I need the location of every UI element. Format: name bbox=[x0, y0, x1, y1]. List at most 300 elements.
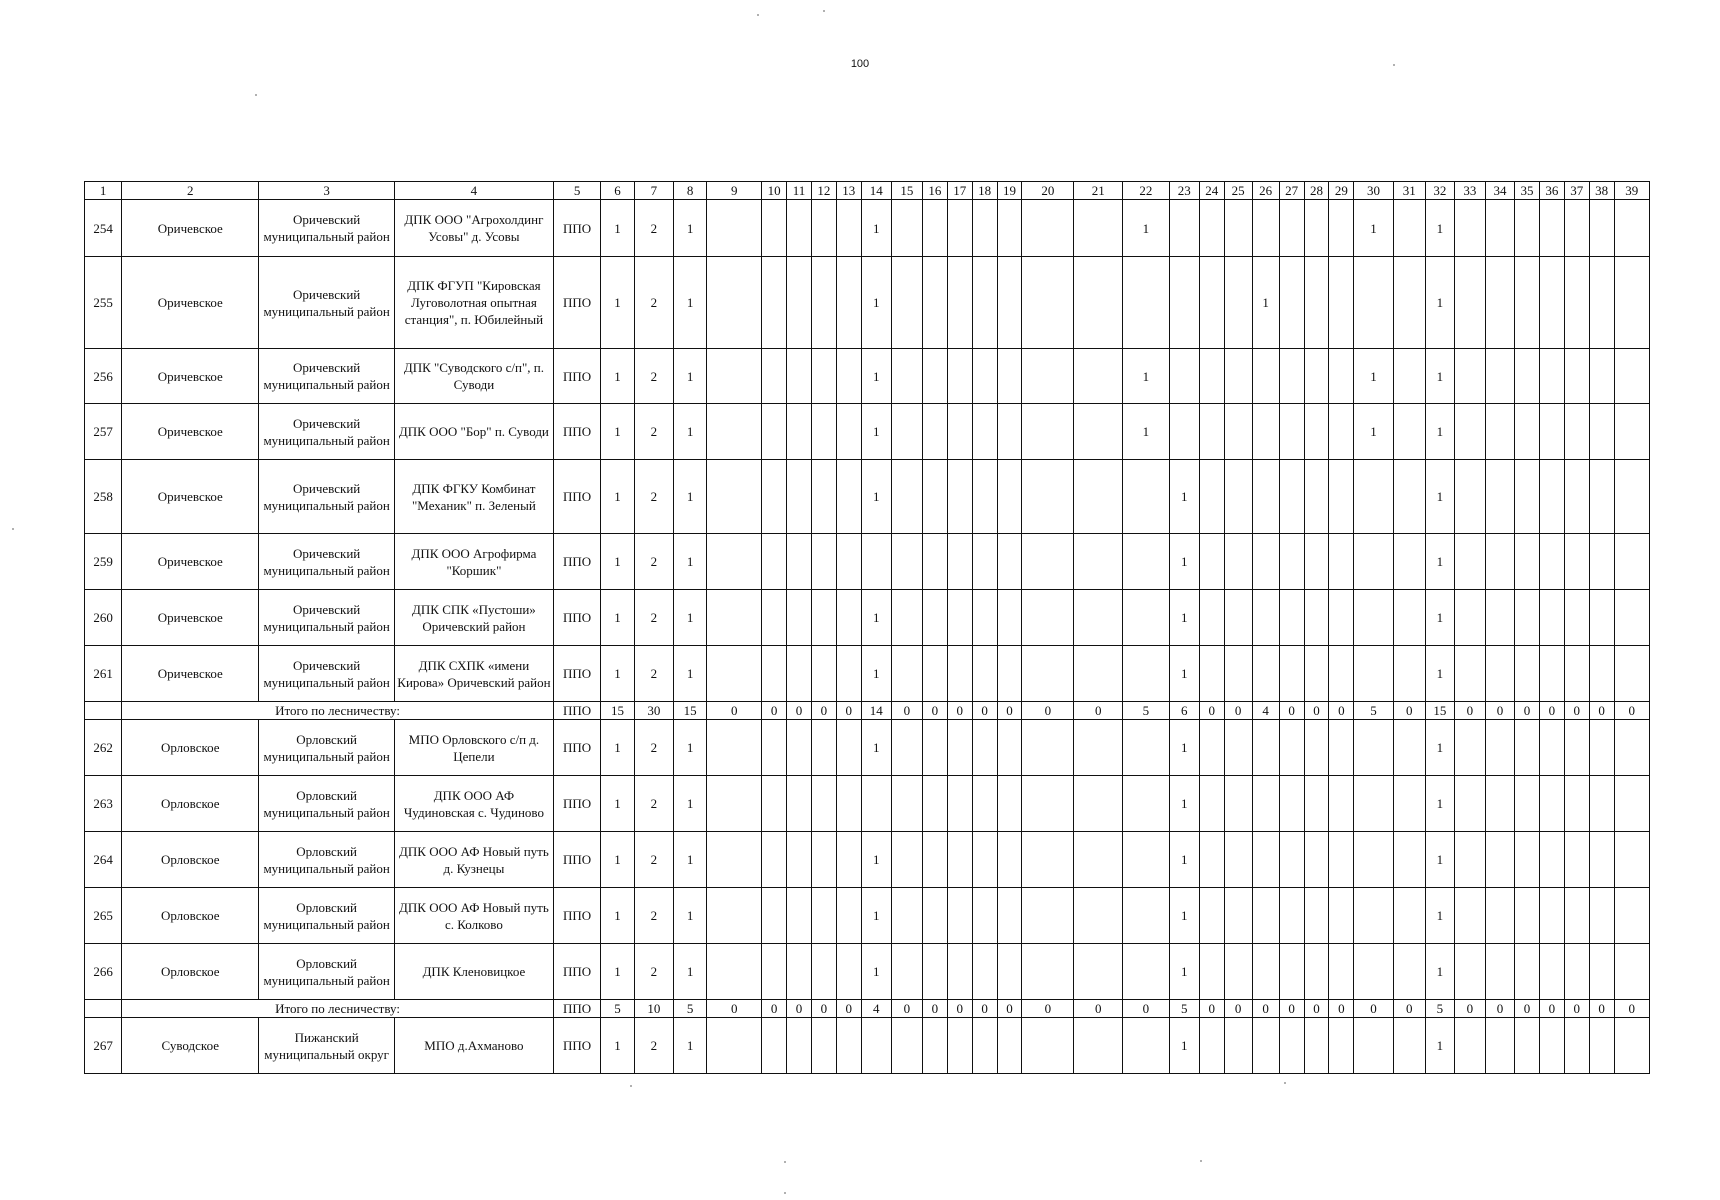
value-cell-col-26 bbox=[1252, 534, 1279, 590]
value-cell-col-38 bbox=[1589, 1018, 1614, 1074]
value-cell-col-23: 1 bbox=[1169, 888, 1199, 944]
value-cell-col-27 bbox=[1279, 1018, 1304, 1074]
value-cell-col-36 bbox=[1539, 404, 1564, 460]
value-cell-col-8: 1 bbox=[674, 646, 707, 702]
district-cell: Орловский муниципальный район bbox=[259, 776, 395, 832]
forestry-total-row bbox=[85, 702, 1650, 720]
total-value-cell: 0 bbox=[1354, 1000, 1393, 1018]
value-cell-col-10 bbox=[762, 534, 787, 590]
column-number-header: 14 bbox=[861, 182, 891, 200]
value-cell-col-24 bbox=[1199, 460, 1224, 534]
value-cell-col-38 bbox=[1589, 888, 1614, 944]
value-cell-col-18 bbox=[972, 404, 997, 460]
total-value-cell: 0 bbox=[1252, 1000, 1279, 1018]
total-value-cell: 4 bbox=[1252, 702, 1279, 720]
total-value-cell: 0 bbox=[922, 702, 947, 720]
value-cell-col-14: 1 bbox=[861, 404, 891, 460]
value-cell-col-21 bbox=[1074, 832, 1123, 888]
value-cell-col-6: 1 bbox=[601, 944, 634, 1000]
value-cell-col-11 bbox=[787, 944, 812, 1000]
value-cell-col-24 bbox=[1199, 1018, 1224, 1074]
unit-type-cell: ППО bbox=[553, 646, 601, 702]
value-cell-col-19 bbox=[997, 1018, 1022, 1074]
value-cell-col-28 bbox=[1304, 534, 1329, 590]
value-cell-col-12 bbox=[811, 349, 836, 404]
value-cell-col-18 bbox=[972, 590, 997, 646]
value-cell-col-12 bbox=[811, 720, 836, 776]
total-value-cell: 0 bbox=[1074, 702, 1123, 720]
value-cell-col-14: 1 bbox=[861, 257, 891, 349]
value-cell-col-15 bbox=[891, 832, 922, 888]
total-spacer-cell bbox=[85, 702, 122, 720]
row-number-cell: 266 bbox=[85, 944, 122, 1000]
value-cell-col-30 bbox=[1354, 257, 1393, 349]
column-number-header: 27 bbox=[1279, 182, 1304, 200]
value-cell-col-17 bbox=[947, 720, 972, 776]
column-number-header: 34 bbox=[1485, 182, 1514, 200]
value-cell-col-7: 2 bbox=[634, 1018, 673, 1074]
value-cell-col-19 bbox=[997, 832, 1022, 888]
value-cell-col-16 bbox=[922, 646, 947, 702]
total-value-cell: 0 bbox=[1393, 702, 1425, 720]
value-cell-col-36 bbox=[1539, 460, 1564, 534]
value-cell-col-20 bbox=[1022, 888, 1074, 944]
value-cell-col-16 bbox=[922, 832, 947, 888]
value-cell-col-27 bbox=[1279, 200, 1304, 257]
unit-name-cell: ДПК ООО "Бор" п. Суводи bbox=[395, 404, 554, 460]
column-number-header: 15 bbox=[891, 182, 922, 200]
value-cell-col-36 bbox=[1539, 257, 1564, 349]
total-value-cell: 0 bbox=[1022, 1000, 1074, 1018]
value-cell-col-9 bbox=[707, 200, 762, 257]
unit-type-cell: ППО bbox=[553, 1018, 601, 1074]
value-cell-col-12 bbox=[811, 832, 836, 888]
value-cell-col-17 bbox=[947, 590, 972, 646]
value-cell-col-18 bbox=[972, 888, 997, 944]
value-cell-col-12 bbox=[811, 944, 836, 1000]
value-cell-col-27 bbox=[1279, 888, 1304, 944]
total-value-cell: 0 bbox=[1564, 1000, 1589, 1018]
value-cell-col-33 bbox=[1454, 720, 1485, 776]
value-cell-col-37 bbox=[1564, 776, 1589, 832]
value-cell-col-27 bbox=[1279, 257, 1304, 349]
value-cell-col-22 bbox=[1123, 257, 1170, 349]
value-cell-col-39 bbox=[1614, 404, 1649, 460]
value-cell-col-19 bbox=[997, 944, 1022, 1000]
value-cell-col-16 bbox=[922, 460, 947, 534]
total-value-cell: 0 bbox=[1199, 1000, 1224, 1018]
value-cell-col-22 bbox=[1123, 534, 1170, 590]
column-number-header: 18 bbox=[972, 182, 997, 200]
forestry-cell: Оричевское bbox=[122, 646, 259, 702]
value-cell-col-8: 1 bbox=[674, 257, 707, 349]
value-cell-col-37 bbox=[1564, 832, 1589, 888]
value-cell-col-23 bbox=[1169, 349, 1199, 404]
total-value-cell: 0 bbox=[1224, 702, 1252, 720]
total-value-cell: 0 bbox=[1199, 702, 1224, 720]
value-cell-col-31 bbox=[1393, 944, 1425, 1000]
scan-speck bbox=[255, 94, 257, 96]
value-cell-col-9 bbox=[707, 534, 762, 590]
forestry-cell: Орловское bbox=[122, 832, 259, 888]
column-number-header: 23 bbox=[1169, 182, 1199, 200]
total-value-cell: 0 bbox=[1515, 1000, 1540, 1018]
unit-name-cell: ДПК Кленовицкое bbox=[395, 944, 554, 1000]
value-cell-col-37 bbox=[1564, 200, 1589, 257]
unit-name-cell: ДПК ООО АФ Чудиновская с. Чудиново bbox=[395, 776, 554, 832]
value-cell-col-12 bbox=[811, 257, 836, 349]
value-cell-col-19 bbox=[997, 460, 1022, 534]
column-number-header: 39 bbox=[1614, 182, 1649, 200]
unit-name-cell: ДПК ООО АФ Новый путь д. Кузнецы bbox=[395, 832, 554, 888]
value-cell-col-6: 1 bbox=[601, 888, 634, 944]
column-number-header: 7 bbox=[634, 182, 673, 200]
value-cell-col-16 bbox=[922, 776, 947, 832]
value-cell-col-31 bbox=[1393, 460, 1425, 534]
total-value-cell: 5 bbox=[601, 1000, 634, 1018]
value-cell-col-11 bbox=[787, 776, 812, 832]
value-cell-col-12 bbox=[811, 200, 836, 257]
district-cell: Оричевский муниципальный район bbox=[259, 534, 395, 590]
value-cell-col-10 bbox=[762, 1018, 787, 1074]
value-cell-col-30 bbox=[1354, 460, 1393, 534]
scan-speck bbox=[12, 528, 14, 530]
value-cell-col-31 bbox=[1393, 888, 1425, 944]
value-cell-col-20 bbox=[1022, 1018, 1074, 1074]
value-cell-col-39 bbox=[1614, 590, 1649, 646]
total-value-cell: 0 bbox=[1304, 1000, 1329, 1018]
column-number-header: 5 bbox=[553, 182, 601, 200]
value-cell-col-28 bbox=[1304, 832, 1329, 888]
value-cell-col-26 bbox=[1252, 460, 1279, 534]
value-cell-col-35 bbox=[1515, 349, 1540, 404]
value-cell-col-20 bbox=[1022, 590, 1074, 646]
value-cell-col-19 bbox=[997, 200, 1022, 257]
total-value-cell: 0 bbox=[972, 1000, 997, 1018]
value-cell-col-26 bbox=[1252, 888, 1279, 944]
column-number-header: 6 bbox=[601, 182, 634, 200]
value-cell-col-30 bbox=[1354, 646, 1393, 702]
value-cell-col-38 bbox=[1589, 720, 1614, 776]
value-cell-col-18 bbox=[972, 200, 997, 257]
forest-fire-units-table bbox=[84, 181, 1650, 1074]
total-value-cell: 0 bbox=[891, 1000, 922, 1018]
value-cell-col-34 bbox=[1485, 460, 1514, 534]
value-cell-col-6: 1 bbox=[601, 349, 634, 404]
value-cell-col-30 bbox=[1354, 590, 1393, 646]
value-cell-col-11 bbox=[787, 1018, 812, 1074]
value-cell-col-23: 1 bbox=[1169, 460, 1199, 534]
value-cell-col-15 bbox=[891, 200, 922, 257]
value-cell-col-7: 2 bbox=[634, 349, 673, 404]
unit-type-cell: ППО bbox=[553, 349, 601, 404]
total-value-cell: 0 bbox=[997, 702, 1022, 720]
value-cell-col-7: 2 bbox=[634, 200, 673, 257]
value-cell-col-6: 1 bbox=[601, 534, 634, 590]
total-value-cell: 0 bbox=[762, 1000, 787, 1018]
scan-speck bbox=[1393, 64, 1395, 66]
value-cell-col-32: 1 bbox=[1425, 200, 1454, 257]
total-value-cell: 0 bbox=[1022, 702, 1074, 720]
value-cell-col-11 bbox=[787, 646, 812, 702]
value-cell-col-7: 2 bbox=[634, 944, 673, 1000]
unit-type-cell: ППО bbox=[553, 832, 601, 888]
value-cell-col-34 bbox=[1485, 590, 1514, 646]
district-cell: Орловский муниципальный район bbox=[259, 832, 395, 888]
value-cell-col-29 bbox=[1329, 646, 1354, 702]
value-cell-col-22: 1 bbox=[1123, 200, 1170, 257]
unit-type-cell: ППО bbox=[553, 257, 601, 349]
value-cell-col-7: 2 bbox=[634, 776, 673, 832]
value-cell-col-31 bbox=[1393, 404, 1425, 460]
value-cell-col-37 bbox=[1564, 646, 1589, 702]
total-value-cell: 0 bbox=[997, 1000, 1022, 1018]
value-cell-col-24 bbox=[1199, 776, 1224, 832]
unit-type-cell: ППО bbox=[553, 404, 601, 460]
value-cell-col-16 bbox=[922, 1018, 947, 1074]
table-row bbox=[85, 646, 1650, 702]
value-cell-col-7: 2 bbox=[634, 404, 673, 460]
value-cell-col-6: 1 bbox=[601, 200, 634, 257]
value-cell-col-7: 2 bbox=[634, 534, 673, 590]
table-row bbox=[85, 720, 1650, 776]
value-cell-col-9 bbox=[707, 349, 762, 404]
value-cell-col-34 bbox=[1485, 646, 1514, 702]
value-cell-col-16 bbox=[922, 257, 947, 349]
district-cell: Орловский муниципальный район bbox=[259, 888, 395, 944]
value-cell-col-19 bbox=[997, 646, 1022, 702]
column-number-header: 3 bbox=[259, 182, 395, 200]
value-cell-col-32: 1 bbox=[1425, 590, 1454, 646]
value-cell-col-24 bbox=[1199, 590, 1224, 646]
value-cell-col-9 bbox=[707, 590, 762, 646]
value-cell-col-13 bbox=[836, 590, 861, 646]
value-cell-col-17 bbox=[947, 349, 972, 404]
value-cell-col-30 bbox=[1354, 720, 1393, 776]
value-cell-col-13 bbox=[836, 646, 861, 702]
value-cell-col-19 bbox=[997, 534, 1022, 590]
value-cell-col-38 bbox=[1589, 944, 1614, 1000]
column-number-header: 16 bbox=[922, 182, 947, 200]
value-cell-col-33 bbox=[1454, 460, 1485, 534]
value-cell-col-13 bbox=[836, 944, 861, 1000]
value-cell-col-24 bbox=[1199, 888, 1224, 944]
column-number-header: 36 bbox=[1539, 182, 1564, 200]
value-cell-col-36 bbox=[1539, 888, 1564, 944]
total-value-cell: 6 bbox=[1169, 702, 1199, 720]
total-value-cell: 0 bbox=[1279, 1000, 1304, 1018]
value-cell-col-10 bbox=[762, 257, 787, 349]
value-cell-col-30: 1 bbox=[1354, 349, 1393, 404]
value-cell-col-13 bbox=[836, 460, 861, 534]
value-cell-col-33 bbox=[1454, 534, 1485, 590]
value-cell-col-15 bbox=[891, 460, 922, 534]
value-cell-col-23: 1 bbox=[1169, 720, 1199, 776]
value-cell-col-33 bbox=[1454, 1018, 1485, 1074]
value-cell-col-16 bbox=[922, 534, 947, 590]
value-cell-col-27 bbox=[1279, 776, 1304, 832]
value-cell-col-15 bbox=[891, 349, 922, 404]
value-cell-col-35 bbox=[1515, 257, 1540, 349]
total-value-cell: 0 bbox=[1454, 1000, 1485, 1018]
value-cell-col-23 bbox=[1169, 404, 1199, 460]
value-cell-col-34 bbox=[1485, 349, 1514, 404]
value-cell-col-22 bbox=[1123, 646, 1170, 702]
total-value-cell: 0 bbox=[947, 702, 972, 720]
value-cell-col-11 bbox=[787, 590, 812, 646]
value-cell-col-13 bbox=[836, 534, 861, 590]
unit-name-cell: ДПК ООО Агрофирма "Коршик" bbox=[395, 534, 554, 590]
scan-speck bbox=[784, 1161, 786, 1163]
district-cell: Оричевский муниципальный район bbox=[259, 200, 395, 257]
value-cell-col-29 bbox=[1329, 776, 1354, 832]
column-number-header: 10 bbox=[762, 182, 787, 200]
scan-speck bbox=[630, 1085, 632, 1087]
value-cell-col-26 bbox=[1252, 720, 1279, 776]
value-cell-col-39 bbox=[1614, 888, 1649, 944]
value-cell-col-31 bbox=[1393, 534, 1425, 590]
value-cell-col-32: 1 bbox=[1425, 257, 1454, 349]
value-cell-col-36 bbox=[1539, 944, 1564, 1000]
column-number-header: 8 bbox=[674, 182, 707, 200]
column-number-header: 32 bbox=[1425, 182, 1454, 200]
value-cell-col-38 bbox=[1589, 257, 1614, 349]
value-cell-col-13 bbox=[836, 200, 861, 257]
value-cell-col-38 bbox=[1589, 404, 1614, 460]
table-row bbox=[85, 776, 1650, 832]
value-cell-col-13 bbox=[836, 257, 861, 349]
total-value-cell: 0 bbox=[1393, 1000, 1425, 1018]
value-cell-col-28 bbox=[1304, 720, 1329, 776]
column-number-header: 11 bbox=[787, 182, 812, 200]
forestry-cell: Орловское bbox=[122, 888, 259, 944]
value-cell-col-17 bbox=[947, 944, 972, 1000]
value-cell-col-29 bbox=[1329, 590, 1354, 646]
value-cell-col-34 bbox=[1485, 257, 1514, 349]
value-cell-col-12 bbox=[811, 460, 836, 534]
forestry-cell: Орловское bbox=[122, 720, 259, 776]
total-value-cell: 0 bbox=[1564, 702, 1589, 720]
value-cell-col-39 bbox=[1614, 776, 1649, 832]
column-number-header: 4 bbox=[395, 182, 554, 200]
district-cell: Оричевский муниципальный район bbox=[259, 349, 395, 404]
value-cell-col-18 bbox=[972, 832, 997, 888]
forestry-cell: Оричевское bbox=[122, 257, 259, 349]
value-cell-col-32: 1 bbox=[1425, 460, 1454, 534]
total-value-cell: 0 bbox=[836, 1000, 861, 1018]
total-value-cell: 0 bbox=[707, 1000, 762, 1018]
value-cell-col-37 bbox=[1564, 944, 1589, 1000]
value-cell-col-28 bbox=[1304, 200, 1329, 257]
value-cell-col-14 bbox=[861, 776, 891, 832]
value-cell-col-29 bbox=[1329, 888, 1354, 944]
value-cell-col-8: 1 bbox=[674, 404, 707, 460]
value-cell-col-25 bbox=[1224, 646, 1252, 702]
value-cell-col-35 bbox=[1515, 646, 1540, 702]
table-row bbox=[85, 944, 1650, 1000]
value-cell-col-37 bbox=[1564, 720, 1589, 776]
value-cell-col-38 bbox=[1589, 349, 1614, 404]
total-value-cell: 5 bbox=[1169, 1000, 1199, 1018]
value-cell-col-35 bbox=[1515, 404, 1540, 460]
value-cell-col-11 bbox=[787, 349, 812, 404]
unit-name-cell: ДПК СХПК «имени Кирова» Оричевский район bbox=[395, 646, 554, 702]
row-number-cell: 256 bbox=[85, 349, 122, 404]
value-cell-col-29 bbox=[1329, 832, 1354, 888]
value-cell-col-30 bbox=[1354, 888, 1393, 944]
value-cell-col-16 bbox=[922, 720, 947, 776]
value-cell-col-10 bbox=[762, 832, 787, 888]
value-cell-col-8: 1 bbox=[674, 534, 707, 590]
value-cell-col-32: 1 bbox=[1425, 888, 1454, 944]
value-cell-col-27 bbox=[1279, 944, 1304, 1000]
column-number-header: 2 bbox=[122, 182, 259, 200]
district-cell: Оричевский муниципальный район bbox=[259, 460, 395, 534]
forestry-cell: Оричевское bbox=[122, 349, 259, 404]
value-cell-col-33 bbox=[1454, 888, 1485, 944]
value-cell-col-8: 1 bbox=[674, 944, 707, 1000]
total-value-cell: 0 bbox=[1329, 702, 1354, 720]
value-cell-col-15 bbox=[891, 590, 922, 646]
unit-name-cell: МПО д.Ахманово bbox=[395, 1018, 554, 1074]
value-cell-col-15 bbox=[891, 646, 922, 702]
value-cell-col-26 bbox=[1252, 832, 1279, 888]
header-row bbox=[85, 182, 1650, 200]
total-value-cell: 0 bbox=[811, 702, 836, 720]
value-cell-col-20 bbox=[1022, 646, 1074, 702]
value-cell-col-29 bbox=[1329, 534, 1354, 590]
value-cell-col-20 bbox=[1022, 944, 1074, 1000]
value-cell-col-33 bbox=[1454, 349, 1485, 404]
value-cell-col-20 bbox=[1022, 460, 1074, 534]
value-cell-col-11 bbox=[787, 257, 812, 349]
value-cell-col-23: 1 bbox=[1169, 944, 1199, 1000]
value-cell-col-18 bbox=[972, 944, 997, 1000]
value-cell-col-17 bbox=[947, 257, 972, 349]
value-cell-col-35 bbox=[1515, 590, 1540, 646]
unit-type-cell: ППО bbox=[553, 200, 601, 257]
value-cell-col-9 bbox=[707, 832, 762, 888]
value-cell-col-29 bbox=[1329, 1018, 1354, 1074]
total-value-cell: 0 bbox=[1074, 1000, 1123, 1018]
value-cell-col-13 bbox=[836, 349, 861, 404]
value-cell-col-14: 1 bbox=[861, 888, 891, 944]
value-cell-col-28 bbox=[1304, 1018, 1329, 1074]
value-cell-col-22 bbox=[1123, 590, 1170, 646]
value-cell-col-18 bbox=[972, 1018, 997, 1074]
value-cell-col-20 bbox=[1022, 832, 1074, 888]
value-cell-col-21 bbox=[1074, 349, 1123, 404]
forestry-cell: Суводское bbox=[122, 1018, 259, 1074]
value-cell-col-15 bbox=[891, 888, 922, 944]
value-cell-col-15 bbox=[891, 404, 922, 460]
value-cell-col-6: 1 bbox=[601, 776, 634, 832]
value-cell-col-32: 1 bbox=[1425, 1018, 1454, 1074]
value-cell-col-15 bbox=[891, 944, 922, 1000]
value-cell-col-27 bbox=[1279, 832, 1304, 888]
value-cell-col-34 bbox=[1485, 776, 1514, 832]
value-cell-col-39 bbox=[1614, 534, 1649, 590]
value-cell-col-39 bbox=[1614, 832, 1649, 888]
value-cell-col-18 bbox=[972, 349, 997, 404]
value-cell-col-25 bbox=[1224, 590, 1252, 646]
value-cell-col-10 bbox=[762, 404, 787, 460]
total-value-cell: 0 bbox=[1539, 1000, 1564, 1018]
value-cell-col-10 bbox=[762, 776, 787, 832]
total-value-cell: 0 bbox=[762, 702, 787, 720]
value-cell-col-25 bbox=[1224, 1018, 1252, 1074]
value-cell-col-7: 2 bbox=[634, 646, 673, 702]
